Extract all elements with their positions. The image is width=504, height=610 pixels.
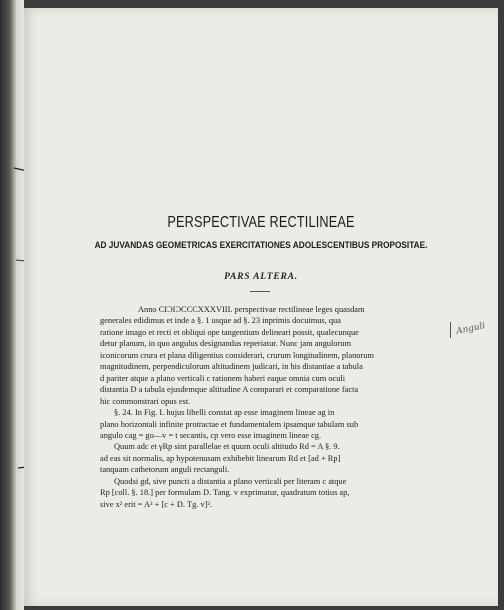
text-line: Quum adc et γRp sint parallelae et quum oculi altitudo Rd = A §. 9.: [114, 442, 340, 452]
text-line: detur planum, in quo angulus designandus reperiatur. Nunc jam angulorum: [100, 339, 351, 349]
text-line: hic commonstrari opus est.: [100, 396, 191, 406]
margin-bracket: [450, 322, 455, 338]
text-line: generales edidimus et inde a §. 1 usque ad §. 23 inprimis docuimus, qua: [100, 316, 341, 326]
body-paragraphs: [100, 304, 448, 510]
text-line: Quodsi gd, sive puncti a distantia a plano verticali per literam c atque: [114, 476, 347, 486]
handwritten-margin-note: Anguli: [455, 321, 487, 337]
text-line: magnitudinem, perpendiculorum altitudinem judicari, in his distantiae a tabula: [100, 362, 363, 372]
text-line: iconicorum crura et plana diligentius considerari, crurum longitudinem, planorum: [100, 350, 374, 360]
text-line: ratione imago et recti et obliqui ope tangentium delineari possit, qualecunque: [100, 327, 359, 337]
document-title: PERSPECTIVAE RECTILINEAE: [167, 214, 355, 231]
text-line: Anno CIƆIƆCCCXXXVIII. perspectivae rectilineae leges quasdam: [138, 305, 365, 314]
section-heading: PARS ALTERA.: [224, 272, 298, 282]
document-page: [24, 8, 498, 606]
text-line: plano horizontali infinite protractae et fundamentalem ipsamque tabulam sub: [100, 419, 359, 429]
document-subtitle: AD JUVANDAS GEOMETRICAS EXERCITATIONES ADOLESCENTIBUS PROPOSITAE.: [94, 240, 428, 251]
text-line: Rp [coll. §. 18.] per formulam D. Tang. v exprimatur, quadratum totius ap,: [100, 488, 350, 498]
text-line: sive x² erit = A² + [c + D. Tg. v]².: [100, 499, 213, 509]
text-line: §. 24. In Fig. I. hujus libelli constat ap esse imaginem lineae ag in: [114, 408, 335, 418]
text-line: tanquam cathetorum anguli rectanguli.: [100, 465, 230, 475]
section-rule: [250, 291, 270, 292]
text-line: distantia D a tabula ejusdemque altitudine A comparari et comparatione facta: [100, 385, 359, 395]
text-line: ad eas sit normalis, ap hypotenusam exhibebit linearum Rd et [ad + Rp]: [100, 453, 341, 463]
text-line: angulo cag = go—v = t secantis, cp vero esse imaginem lineae cg.: [100, 430, 322, 440]
text-line: d pariter atque a plano verticali c rationem haberi eaque omnia cum oculi: [100, 373, 346, 383]
